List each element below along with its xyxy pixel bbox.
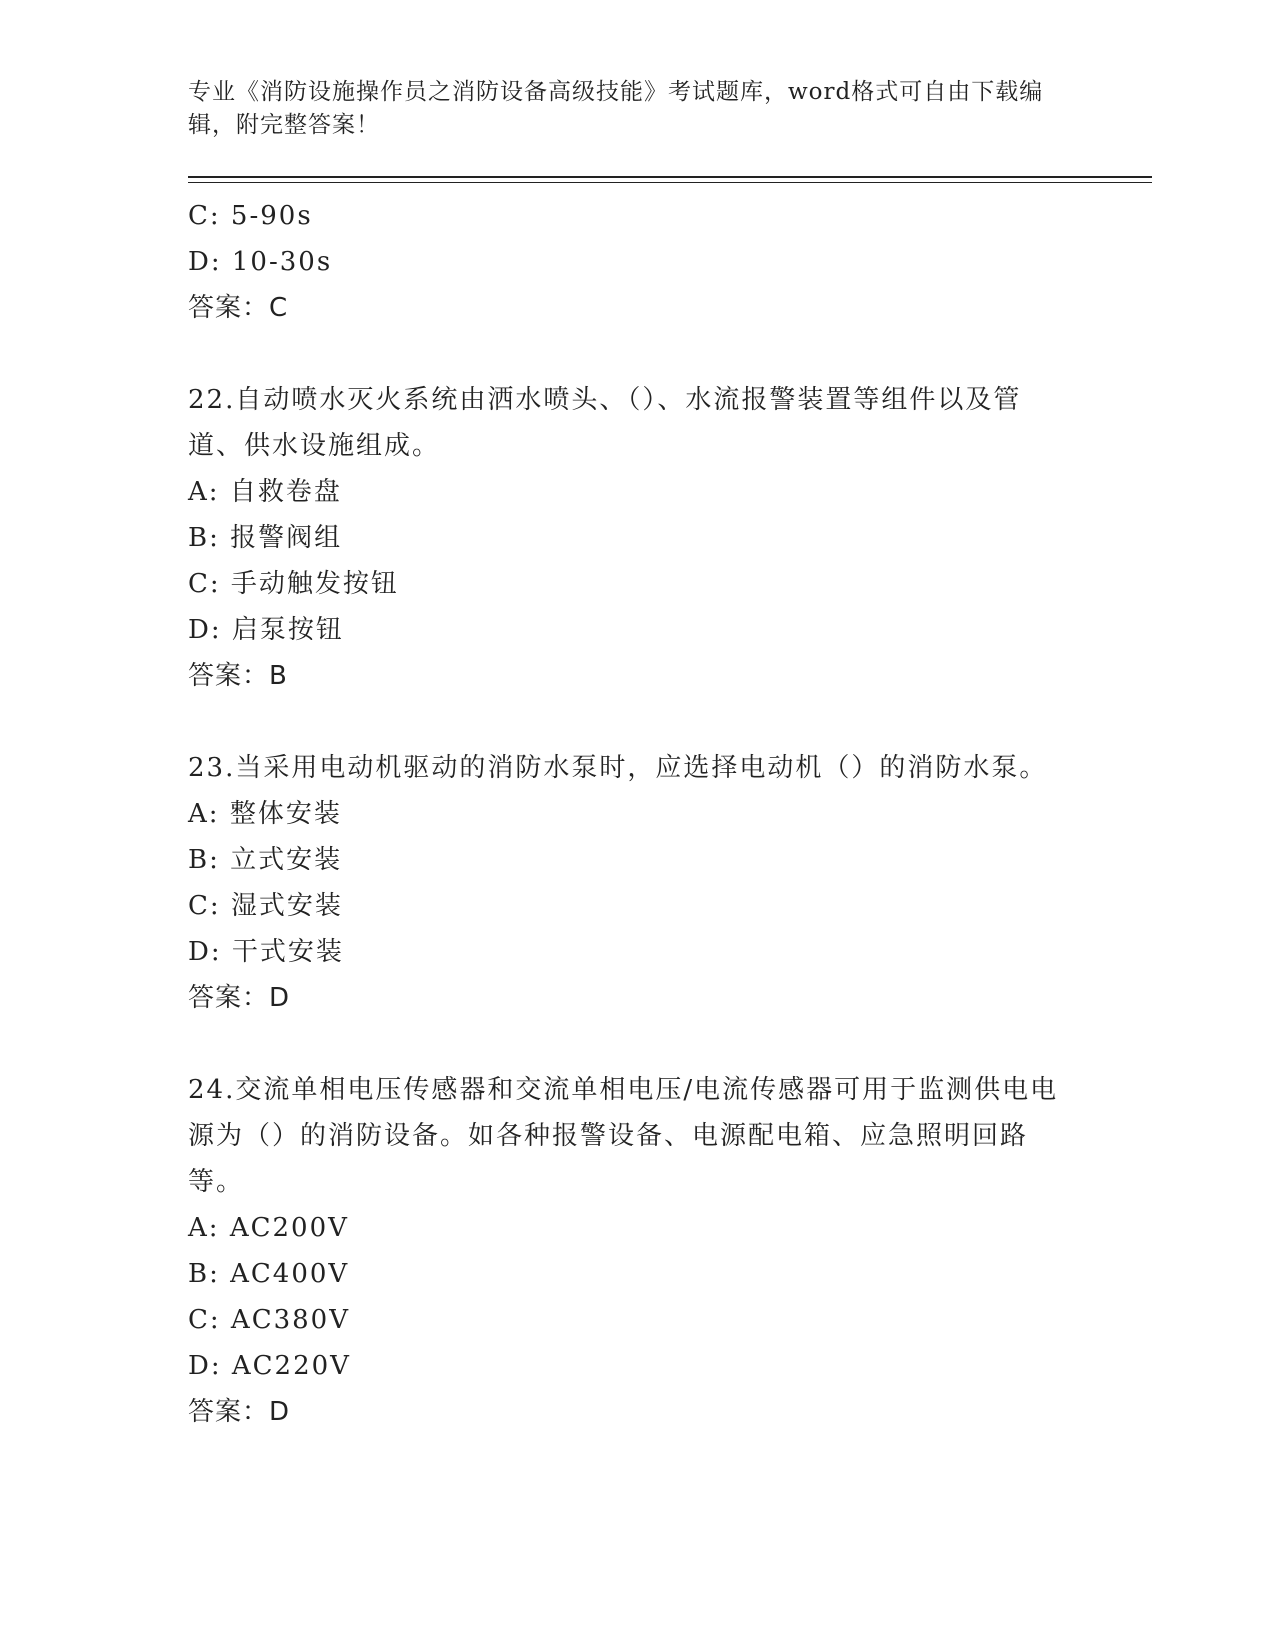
answer-line: 答案：C — [188, 293, 289, 323]
option-label: D: — [188, 937, 222, 967]
option-a — [188, 1205, 1088, 1251]
option-text: AC380V — [230, 1305, 350, 1335]
option-c — [188, 883, 1088, 929]
option-c — [188, 1297, 1088, 1343]
option-c — [188, 193, 1088, 239]
question-list — [188, 193, 1088, 1435]
option-d — [188, 239, 1088, 285]
option-label: D: — [188, 615, 222, 645]
question-24 — [188, 1067, 1088, 1435]
option-text: 整体安装 — [229, 799, 342, 829]
option-label: A: — [188, 799, 220, 829]
question-23 — [188, 745, 1088, 1021]
question-text: 24.交流单相电压传感器和交流单相电压/电流传感器可用于监测供电电源为（）的消防设备。如各种报警设备、电源配电箱、应急照明回路等。 — [188, 1075, 1059, 1197]
option-label: C: — [188, 1305, 221, 1335]
option-label: C: — [188, 569, 221, 599]
option-text: 报警阀组 — [230, 523, 343, 553]
question-22 — [188, 377, 1088, 699]
option-label: C: — [188, 891, 221, 921]
option-label: A: — [188, 1213, 220, 1243]
option-text: AC400V — [230, 1259, 350, 1289]
option-d — [188, 607, 1088, 653]
option-text: 5-90s — [230, 201, 313, 231]
option-c — [188, 561, 1088, 607]
option-label: B: — [188, 523, 220, 553]
question-text: 23.当采用电动机驱动的消防水泵时，应选择电动机（）的消防水泵。 — [188, 753, 1048, 783]
option-label: A: — [188, 477, 220, 507]
header-rule-thin — [188, 182, 1152, 183]
option-b — [188, 1251, 1088, 1297]
option-a — [188, 469, 1088, 515]
answer-line: 答案：D — [188, 1397, 291, 1427]
option-text: 干式安装 — [231, 937, 344, 967]
option-label: D: — [188, 247, 222, 277]
option-text: 湿式安装 — [230, 891, 343, 921]
option-text: 手动触发按钮 — [230, 569, 399, 599]
option-text: 自救卷盘 — [229, 477, 342, 507]
option-label: C: — [188, 201, 221, 231]
option-b — [188, 837, 1088, 883]
option-text: 10-30s — [231, 247, 333, 277]
option-label: B: — [188, 1259, 220, 1289]
option-d — [188, 1343, 1088, 1389]
option-text: AC200V — [229, 1213, 349, 1243]
option-label: D: — [188, 1351, 222, 1381]
answer-line: 答案：D — [188, 983, 291, 1013]
option-d — [188, 929, 1088, 975]
option-text: 启泵按钮 — [231, 615, 344, 645]
header-rule-thick — [188, 176, 1152, 178]
option-a — [188, 791, 1088, 837]
question-text: 22.自动喷水灭火系统由洒水喷头、（）、水流报警装置等组件以及管道、供水设施组成。 — [188, 385, 1022, 461]
previous-question-tail — [188, 193, 1088, 331]
option-b — [188, 515, 1088, 561]
option-text: 立式安装 — [230, 845, 343, 875]
answer-line: 答案：B — [188, 661, 288, 691]
option-label: B: — [188, 845, 220, 875]
document-header: 专业《消防设施操作员之消防设备高级技能》考试题库，word格式可自由下载编辑，附完整答案！ — [188, 79, 1044, 138]
option-text: AC220V — [231, 1351, 351, 1381]
